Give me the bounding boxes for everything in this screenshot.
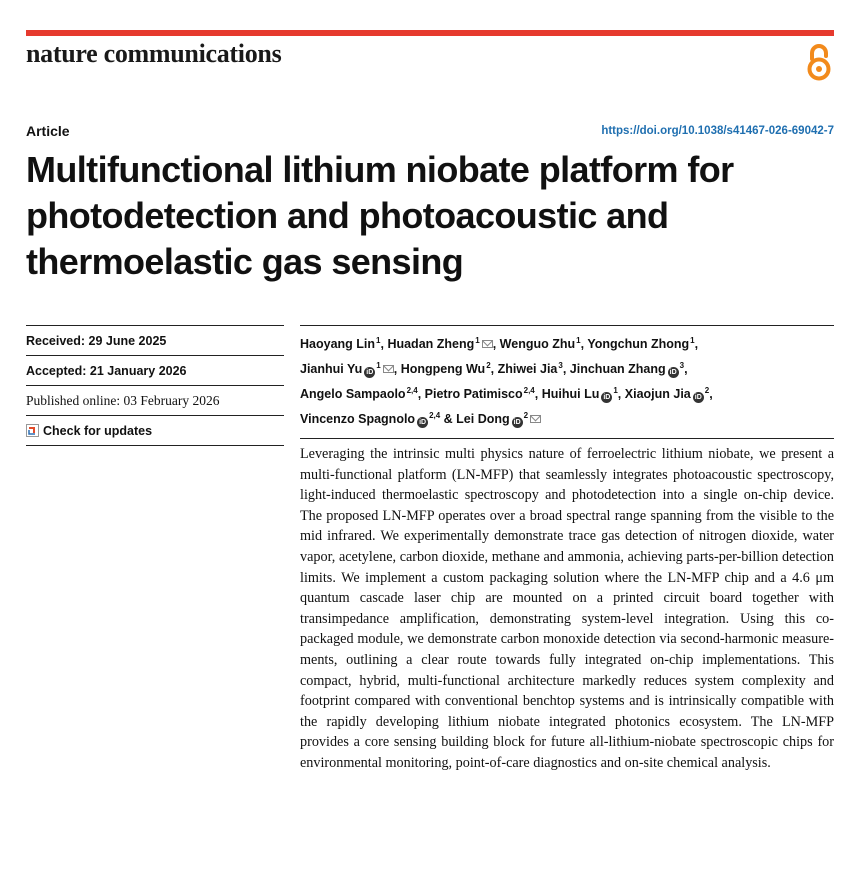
author-list (300, 325, 834, 430)
author-item[interactable] (387, 337, 492, 351)
author-name: Lei Dong (456, 412, 510, 426)
author-separator: , (562, 362, 567, 376)
email-icon[interactable] (383, 365, 394, 373)
orcid-icon[interactable]: iD (366, 369, 374, 376)
author-separator: , (694, 337, 699, 351)
affiliation-marker: 1 (613, 386, 618, 395)
doi-link[interactable]: https://doi.org/10.1038/s41467-026-69042-7 (601, 125, 834, 137)
author-item[interactable] (587, 337, 694, 351)
author-name: Angelo Sampaolo (300, 387, 406, 401)
journal-name[interactable]: nature communications (26, 39, 282, 68)
author-separator: & (440, 412, 453, 426)
published-date: Published online: 03 February 2026 (26, 385, 284, 415)
affiliation-marker: 2 (486, 361, 491, 370)
orcid-icon[interactable]: iD (694, 394, 702, 401)
author-name: Huihui Lu (541, 387, 600, 401)
author-name: Zhiwei Jia (497, 362, 558, 376)
orcid-icon[interactable]: iD (669, 369, 677, 376)
author-name: Huadan Zheng (387, 337, 475, 351)
author-item[interactable] (300, 387, 418, 401)
author-item[interactable] (500, 337, 581, 351)
author-separator: , (417, 387, 422, 401)
article-title: Multifunctional lithium niobate platform for photodetection and photoacoustic and thermoelastic gas sensing (26, 149, 734, 282)
affiliation-marker: 3 (558, 361, 563, 370)
affiliation-marker: 2 (523, 411, 529, 420)
author-separator: , (617, 387, 622, 401)
author-separator: , (490, 362, 495, 376)
author-name: Yongchun Zhong (587, 337, 690, 351)
author-item[interactable] (498, 362, 563, 376)
author-separator: , (580, 337, 585, 351)
author-separator: , (492, 337, 497, 351)
author-name: Jianhui Yu (300, 362, 363, 376)
orcid-icon[interactable]: iD (419, 419, 427, 426)
author-item[interactable] (625, 387, 709, 401)
abstract: Leveraging the intrinsic multi physics nature of ferroelectric lithium niobate, we present a multi-functional platform (LN-MFP) that seamlessly integrates photoacoustic spectroscopy, light-induced thermoelastic spectroscopy and photodetection into a single on-chip device. The proposed LN-MFP operates over a broad spectral range spanning from the visible to the mid infrared. We experimentally demonstrate trace gas detection of nitrogen dioxide, water vapor, acetylene, carbon dioxide, methane and ammonia, achieving parts-per-billion detection limits. We implement a custom packaging solution where the LN-MFP chip and a 4.6 μm quantum cascade laser chip are mounted on a printed circuit board together with transimpedance amplification, demonstrating system-level integration. Using this co-packaged module, we demonstrate carbon monoxide detection via second-harmonic measurements, outlining a clear route towards fully integrated on-chip implementations. This compact, hybrid, multi-functional architecture markedly reduces system complexity and footprint compared with conventional benchtop systems and is intrinsically compatible with the rapidly developing lithium niobate integrated photonics ecosystem. The LN-MFP provides a core sensing building block for future all-lithium-niobate spectroscopic chips for environmental monitoring, point-of-care diagnostics and on-site chemical analysis. (300, 438, 834, 774)
open-access-icon (804, 42, 834, 82)
author-item[interactable] (456, 412, 541, 426)
affiliation-marker: 1 (376, 336, 381, 345)
author-separator: , (380, 337, 384, 351)
check-for-updates-label: Check for updates (43, 423, 153, 438)
affiliation-marker: 1 (576, 336, 581, 345)
author-item[interactable] (542, 387, 618, 401)
author-name: Wenguo Zhu (499, 337, 576, 351)
affiliation-marker: 2,4 (523, 386, 535, 395)
author-name: Jinchuan Zhang (569, 362, 666, 376)
header-accent-bar (26, 30, 834, 36)
affiliation-marker: 2 (704, 386, 710, 395)
author-item[interactable] (570, 362, 684, 376)
author-item[interactable] (300, 337, 380, 351)
author-item[interactable] (300, 362, 394, 376)
affiliation-marker: 2,4 (429, 411, 441, 420)
affiliation-marker: 1 (376, 361, 381, 370)
orcid-icon[interactable]: iD (603, 394, 611, 401)
article-dates (26, 325, 284, 446)
author-name: Haoyang Lin (300, 337, 376, 351)
author-name: Vincenzo Spagnolo (300, 412, 416, 426)
author-name: Xiaojun Jia (624, 387, 691, 401)
email-icon[interactable] (482, 340, 493, 348)
check-for-updates-button[interactable] (26, 415, 284, 446)
accepted-date: Accepted: 21 January 2026 (26, 355, 284, 385)
author-separator: , (534, 387, 539, 401)
author-separator: , (393, 362, 398, 376)
article-type: Article (26, 123, 70, 139)
affiliation-marker: 3 (679, 361, 685, 370)
affiliation-marker: 1 (690, 336, 695, 345)
author-separator: , (709, 387, 713, 401)
email-icon[interactable] (530, 415, 541, 423)
author-separator: , (684, 362, 688, 376)
affiliation-marker: 2,4 (406, 386, 418, 395)
author-item[interactable] (425, 387, 535, 401)
received-date: Received: 29 June 2025 (26, 325, 284, 355)
author-name: Pietro Patimisco (424, 387, 523, 401)
author-name: Hongpeng Wu (400, 362, 486, 376)
author-item[interactable] (300, 412, 440, 426)
check-updates-icon (26, 424, 39, 437)
orcid-icon[interactable]: iD (513, 419, 521, 426)
author-item[interactable] (401, 362, 491, 376)
affiliation-marker: 1 (475, 336, 480, 345)
